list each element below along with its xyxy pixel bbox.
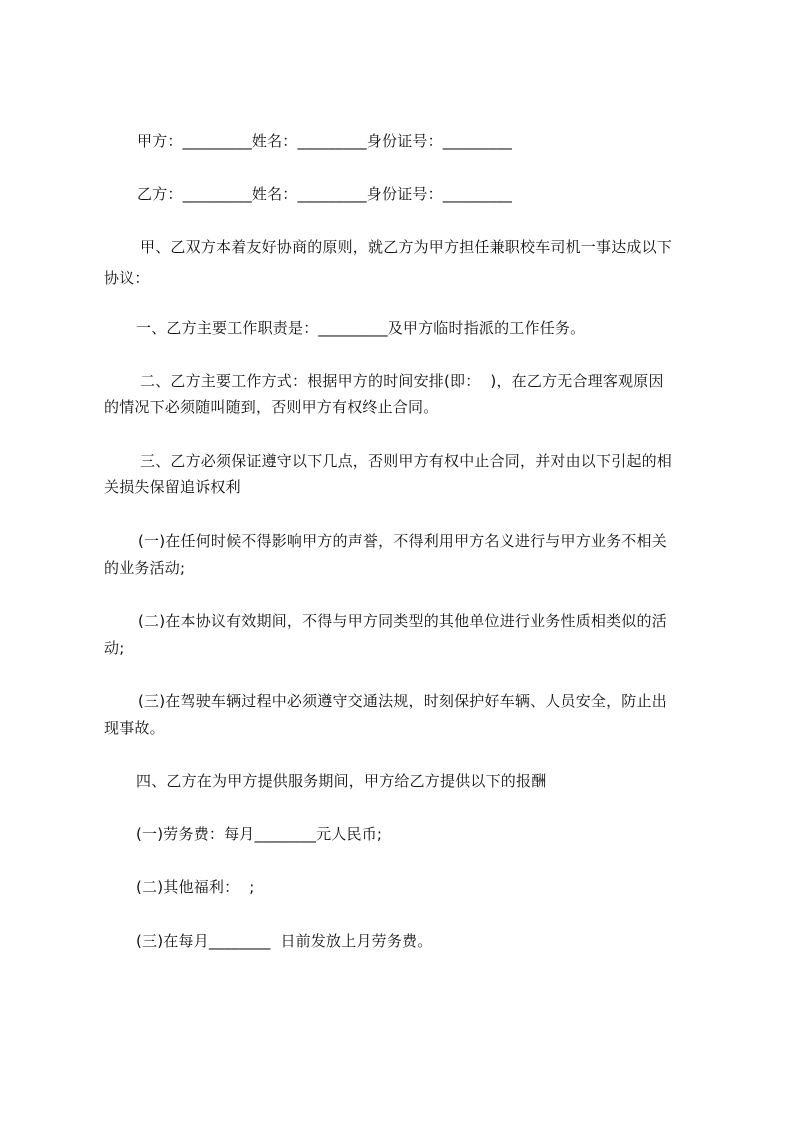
clause-3-item-3-line-1: (三)在驾驶车辆过程中必须遵守交通法规，时刻保护好车辆、人员安全，防止出 — [138, 692, 667, 710]
clause-3-line-1: 三、乙方必须保证遵守以下几点，否则甲方有权中止合同，并对由以下引起的相 — [140, 452, 673, 470]
clause-3-item-3-line-2: 现事故。 — [104, 719, 165, 737]
party-b-line: 乙方：_________姓名：_________身份证号：_________ — [137, 185, 513, 203]
clause-3-item-2-line-2: 动; — [104, 639, 125, 657]
clause-4-item-2: (二)其他福利： ; — [136, 878, 255, 896]
clause-1: 一、乙方主要工作职责是：_________及甲方临时指派的工作任务。 — [136, 319, 586, 337]
clause-3-line-2: 关损失保留追诉权利 — [104, 478, 241, 496]
clause-3-item-2-line-1: (二)在本协议有效期间，不得与甲方同类型的其他单位进行业务性质相类似的活 — [138, 612, 667, 630]
clause-2-line-1: 二、乙方主要工作方式：根据甲方的时间安排(即： )，在乙方无合理客观原因 — [140, 372, 664, 390]
clause-4-item-3: (三)在每月________ 日前发放上月劳务费。 — [136, 932, 433, 950]
intro-paragraph-line-2: 协议： — [104, 269, 150, 287]
clause-2-line-2: 的情况下必须随叫随到，否则甲方有权终止合同。 — [104, 398, 439, 416]
clause-3-item-1-line-1: (一)在任何时候不得影响甲方的声誉，不得利用甲方名义进行与甲方业务不相关 — [138, 532, 667, 550]
clause-4-item-1: (一)劳务费：每月________元人民币; — [136, 825, 383, 843]
intro-paragraph-line-1: 甲、乙双方本着友好协商的原则，就乙方为甲方担任兼职校车司机一事达成以下 — [140, 238, 673, 256]
clause-3-item-1-line-2: 的业务活动; — [104, 559, 186, 577]
party-a-line: 甲方：_________姓名：_________身份证号：_________ — [137, 132, 513, 150]
clause-4: 四、乙方在为甲方提供服务期间，甲方给乙方提供以下的报酬 — [136, 772, 547, 790]
